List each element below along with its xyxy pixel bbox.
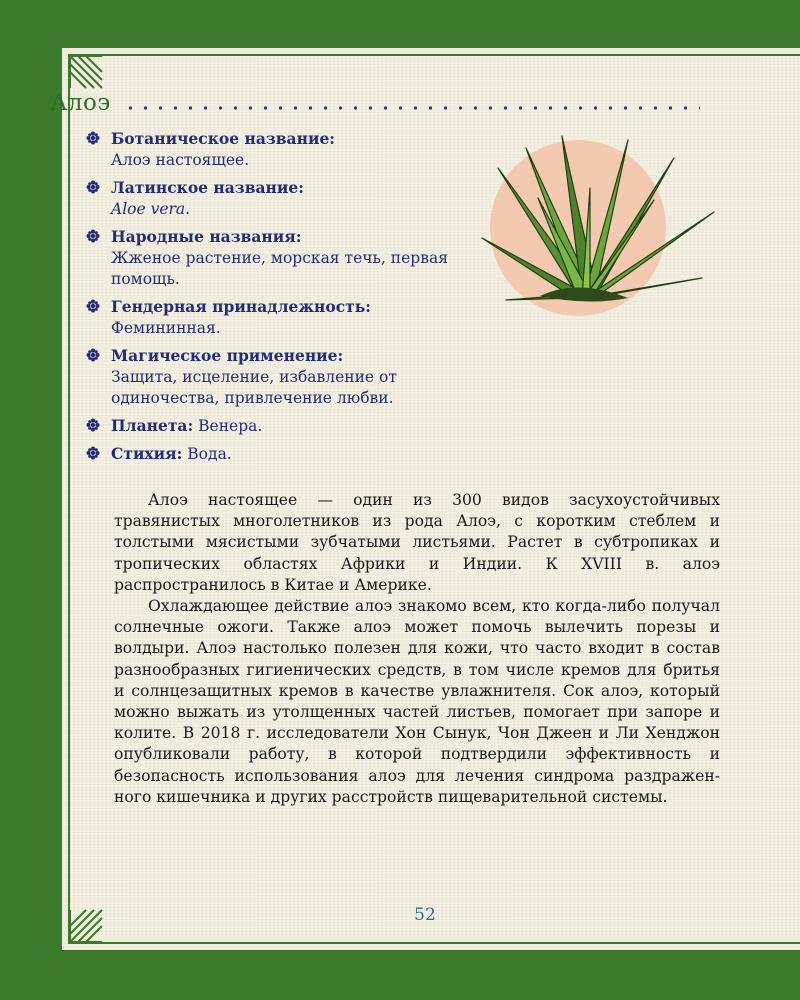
- fact-label: Народные названия:: [111, 227, 302, 246]
- fact-label: Стихия:: [111, 444, 183, 463]
- corner-ornament-bottom-left: [68, 908, 104, 944]
- fact-value: Защита, исцеление, избавление от одиночества, привлечение любви.: [111, 368, 397, 407]
- flower-bullet-icon: [86, 299, 100, 313]
- fact-label: Гендерная принадлежность:: [111, 297, 371, 316]
- fact-item: [86, 177, 466, 220]
- fact-item: [86, 415, 466, 437]
- section-heading: [50, 86, 700, 116]
- flower-bullet-icon: [86, 418, 100, 432]
- fact-value: Алоэ настоящее.: [111, 151, 250, 169]
- heading-dot-leader: [123, 106, 700, 110]
- flower-bullet-icon: [86, 446, 100, 460]
- fact-item: [86, 345, 466, 409]
- fact-item: [86, 226, 466, 290]
- fact-value: Вода.: [187, 445, 232, 463]
- fact-label: Магическое применение:: [111, 346, 344, 365]
- flower-bullet-icon: [86, 180, 100, 194]
- fact-value: Aloe vera.: [111, 200, 191, 218]
- fact-value: Жженое растение, морская течь, первая помощь.: [111, 249, 448, 288]
- fact-label: Ботаническое название:: [111, 129, 336, 148]
- facts-list: [86, 128, 466, 471]
- fact-item: [86, 128, 466, 171]
- fact-value: Венера.: [198, 417, 263, 435]
- page-number: 52: [414, 905, 436, 925]
- paragraph: Алоэ настоящее — один из 300 видов засухоустойчивых травянистых многолетников из рода Алоэ, с коротким стеблем и толстыми мясистыми зубчатыми листьями. Растет в субтропиках и тропических областях Африки и Индии. К XVIII в. алоэ распространилось в Китае и Америке.: [114, 491, 720, 594]
- fact-value: Фемининная.: [111, 319, 221, 337]
- corner-ornament-top-left: [68, 54, 104, 90]
- fact-item: [86, 296, 466, 339]
- flower-bullet-icon: [86, 348, 100, 362]
- paragraph: Охлаждающее действие алоэ знакомо всем, кто когда-либо получал солнечные ожоги. Также алоэ может помочь вылечить порезы и волдыри. Алоэ настолько полезен для кожи, что часто входит в состав разнообразных гигиенических средств, в том числе кремов для бритья и солнцезащитных кремов в качестве увлажнителя. Сок алоэ, который можно выжать из утолщенных частей листьев, помогает при запоре и колите. В 2018 г. исследователи Хон Сынук, Чон Джеен и Ли Хенджон опубликовали работу, в которой подтвердили эффективность и безопасность использования алоэ для лечения синдрома раздраженного кишечника и других расстройств пищеварительной системы.: [114, 597, 720, 806]
- page-title: Алоэ: [50, 90, 111, 116]
- flower-bullet-icon: [86, 229, 100, 243]
- fact-label: Планета:: [111, 416, 194, 435]
- fact-label: Латинское название:: [111, 178, 304, 197]
- body-text: [114, 490, 720, 808]
- flower-bullet-icon: [86, 131, 100, 145]
- fact-item: [86, 443, 466, 465]
- aloe-plant-illustration: [478, 128, 718, 318]
